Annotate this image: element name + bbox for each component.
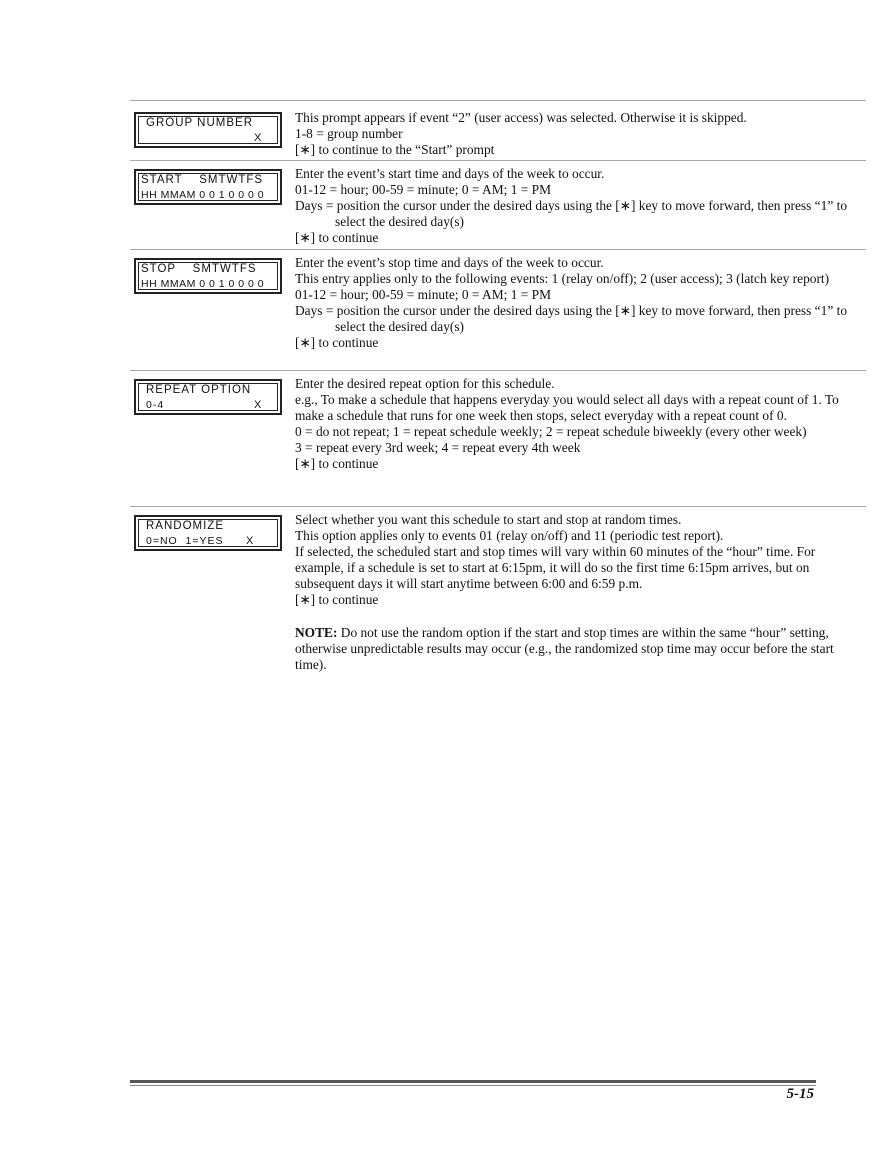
lcd-display-stop — [134, 258, 282, 294]
lcd-display-repeat-option — [134, 379, 282, 415]
desc-line: If selected, the scheduled start and stop times will vary within 60 minutes of the “hour” time. For example, if a schedule is set to start at 6:15pm, it will do so the first time 6:15pm arrives, but on subsequent days it will start anytime between 6:00 and 6:59 p.m. — [295, 544, 816, 592]
page-number: 5-15 — [786, 1086, 814, 1102]
desc-line: [∗] to continue — [295, 230, 379, 246]
lcd-line1: REPEAT OPTION — [146, 384, 252, 396]
prompt-row-randomize — [130, 506, 866, 677]
lcd-display-randomize — [134, 515, 282, 551]
prompt-description — [295, 166, 865, 246]
desc-line: Enter the event’s start time and days of the week to occur. — [295, 166, 605, 181]
footer-rule — [130, 1080, 816, 1083]
desc-line: e.g., To make a schedule that happens everyday you would select all days with a repeat count of 1. To make a schedule that runs for one week then stops, select everyday with a repeat count of 0. — [295, 392, 839, 424]
note-label: NOTE: — [295, 624, 338, 640]
lcd-line1: STOP SMTWTFS — [141, 263, 257, 275]
lcd-line2: 0=NO 1=YES — [146, 535, 224, 547]
lcd-display-group-number — [134, 112, 282, 148]
desc-line: This prompt appears if event “2” (user access) was selected. Otherwise it is skipped. — [295, 110, 747, 125]
desc-line: 1-8 = group number — [295, 126, 403, 142]
desc-line: Enter the event’s stop time and days of the week to occur. — [295, 255, 604, 270]
prompt-description — [295, 255, 865, 352]
prompt-row-repeat-option — [130, 370, 866, 507]
prompt-row-start — [130, 160, 866, 250]
desc-line: Enter the desired repeat option for this schedule. — [295, 376, 555, 391]
footer-rule-thin — [130, 1085, 816, 1086]
note-text: Do not use the random option if the start and stop times are within the same “hour” setting, otherwise unpredictable results may occur (e.g., the randomized stop time may occur before the start time). — [295, 624, 834, 672]
prompt-row-group-number — [130, 100, 866, 161]
desc-line: Days = position the cursor under the desired days using the [∗] key to move forward, then press “1” to select the desired day(s) — [295, 303, 848, 335]
desc-line: 01-12 = hour; 00-59 = minute; 0 = AM; 1 = PM — [295, 182, 551, 198]
desc-line: [∗] to continue — [295, 592, 379, 608]
desc-line: 01-12 = hour; 00-59 = minute; 0 = AM; 1 = PM — [295, 287, 551, 303]
desc-line: Days = position the cursor under the desired days using the [∗] key to move forward, then press “1” to select the desired day(s) — [295, 198, 848, 230]
desc-line: Select whether you want this schedule to start and stop at random times. — [295, 512, 682, 527]
desc-line: [∗] to continue — [295, 456, 379, 472]
desc-line: 3 = repeat every 3rd week; 4 = repeat every 4th week — [295, 440, 581, 456]
lcd-cursor-x: X — [246, 535, 255, 547]
desc-line: [∗] to continue — [295, 335, 379, 351]
lcd-line1: START SMTWTFS — [141, 174, 264, 186]
lcd-line1: RANDOMIZE — [146, 520, 224, 532]
lcd-cursor-x: X — [254, 132, 263, 144]
lcd-cursor-x: X — [254, 399, 263, 411]
desc-line: 0 = do not repeat; 1 = repeat schedule weekly; 2 = repeat schedule biweekly (every other week) — [295, 424, 807, 440]
desc-line: [∗] to continue to the “Start” prompt — [295, 142, 495, 158]
prompt-description — [295, 512, 865, 673]
desc-line: This entry applies only to the following events: 1 (relay on/off); 2 (user access); 3 (latch key report) — [295, 271, 830, 287]
note-paragraph — [295, 625, 865, 673]
lcd-display-start — [134, 169, 282, 205]
lcd-line2: 0-4 — [146, 399, 165, 411]
desc-line: This option applies only to events 01 (relay on/off) and 11 (periodic test report). — [295, 528, 724, 544]
prompt-description — [295, 376, 865, 473]
lcd-line2: HH MMAM 0 0 1 0 0 0 0 — [141, 189, 265, 201]
lcd-line2: HH MMAM 0 0 1 0 0 0 0 — [141, 278, 265, 290]
prompt-row-stop — [130, 249, 866, 371]
lcd-line1: GROUP NUMBER — [146, 117, 253, 129]
prompt-description — [295, 110, 865, 158]
